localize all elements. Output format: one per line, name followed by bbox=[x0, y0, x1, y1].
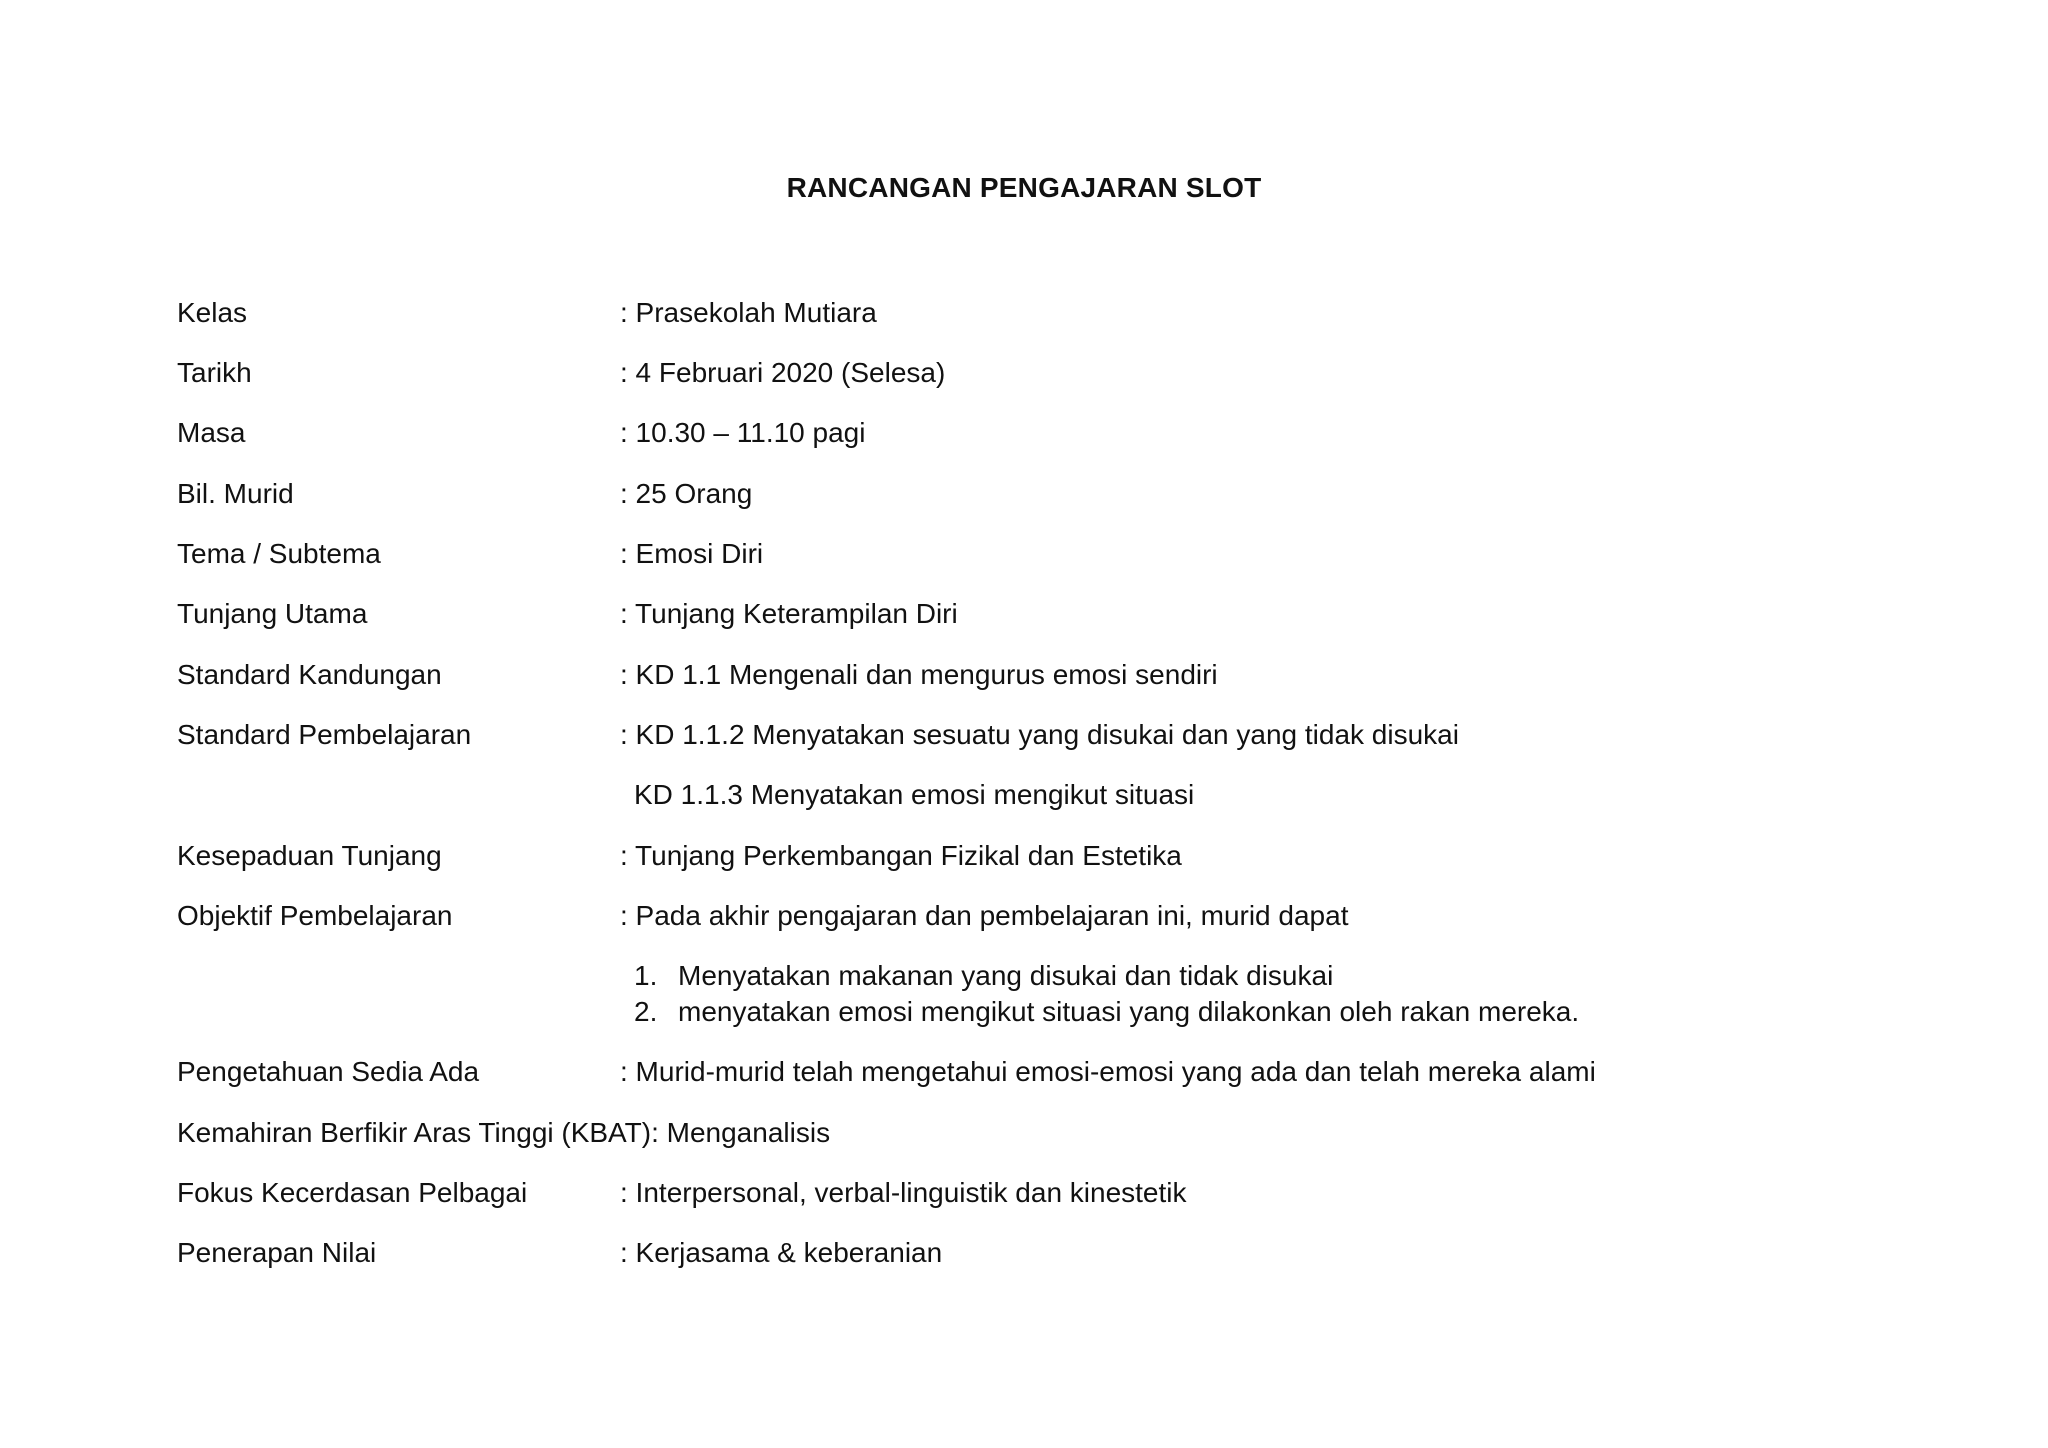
field-value: : Kerjasama & keberanian bbox=[620, 1237, 943, 1268]
field-value: : Pada akhir pengajaran dan pembelajaran ini, murid dapat bbox=[620, 900, 1349, 931]
field-value: : Tunjang Keterampilan Diri bbox=[620, 598, 958, 629]
field-value: : Emosi Diri bbox=[620, 538, 764, 569]
list-item-number: 2. bbox=[634, 996, 658, 1027]
field-value: : 4 Februari 2020 (Selesa) bbox=[620, 357, 946, 388]
field-label: Bil. Murid bbox=[177, 478, 294, 509]
field-value: : KD 1.1 Mengenali dan mengurus emosi sendiri bbox=[620, 659, 1218, 690]
field-value-continuation: KD 1.1.3 Menyatakan emosi mengikut situasi bbox=[634, 779, 1195, 810]
field-value: : 10.30 – 11.10 pagi bbox=[620, 417, 866, 448]
field-label: Pengetahuan Sedia Ada bbox=[177, 1056, 480, 1087]
field-label: Standard Pembelajaran bbox=[177, 719, 472, 750]
field-label: Tema / Subtema bbox=[177, 538, 381, 569]
field-value: : KD 1.1.2 Menyatakan sesuatu yang disukai dan yang tidak disukai bbox=[620, 719, 1459, 750]
list-item-text: menyatakan emosi mengikut situasi yang dilakonkan oleh rakan mereka. bbox=[678, 996, 1580, 1027]
document-title: RANCANGAN PENGAJARAN SLOT bbox=[786, 172, 1262, 203]
field-value: : Murid-murid telah mengetahui emosi-emosi yang ada dan telah mereka alami bbox=[620, 1056, 1596, 1087]
list-item-text: Menyatakan makanan yang disukai dan tidak disukai bbox=[678, 960, 1334, 991]
field-label: Objektif Pembelajaran bbox=[177, 900, 453, 931]
field-value: : Prasekolah Mutiara bbox=[620, 297, 877, 328]
field-label: Tarikh bbox=[177, 357, 252, 388]
field-label: Kesepaduan Tunjang bbox=[177, 840, 442, 871]
field-label: Fokus Kecerdasan Pelbagai bbox=[177, 1177, 528, 1208]
field-value: : Tunjang Perkembangan Fizikal dan Estetika bbox=[620, 840, 1182, 871]
list-item-number: 1. bbox=[634, 960, 658, 991]
field-label: Masa bbox=[177, 417, 246, 448]
field-value: : Interpersonal, verbal-linguistik dan kinestetik bbox=[620, 1177, 1187, 1208]
field-label: Tunjang Utama bbox=[177, 598, 368, 629]
field-label: Penerapan Nilai bbox=[177, 1237, 377, 1268]
field-label: Kemahiran Berfikir Aras Tinggi (KBAT): Menganalisis bbox=[177, 1117, 831, 1148]
field-label: Kelas bbox=[177, 297, 248, 328]
field-label: Standard Kandungan bbox=[177, 659, 442, 690]
field-value: : 25 Orang bbox=[620, 478, 753, 509]
